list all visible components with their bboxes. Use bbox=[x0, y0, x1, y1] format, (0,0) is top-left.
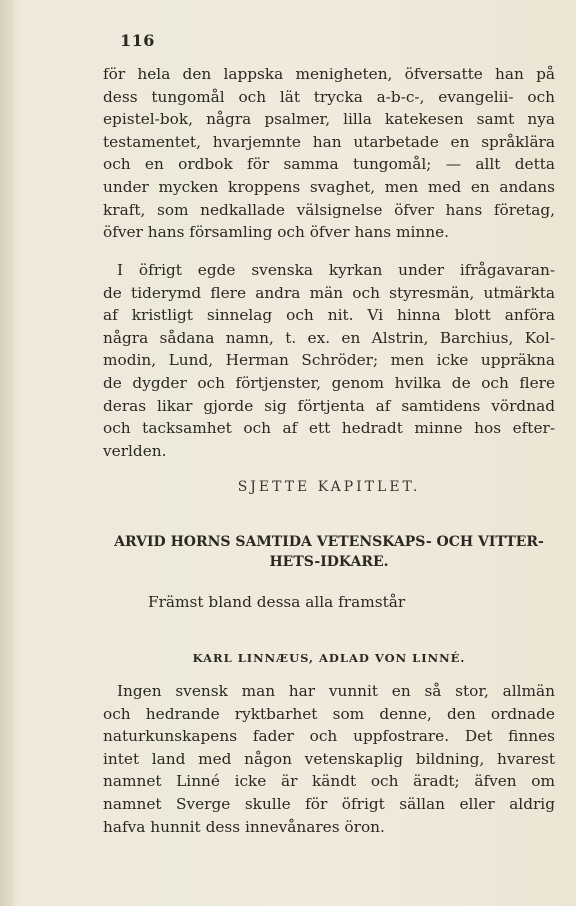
text-line: modin, Lund, Herman Schröder; men icke uppräkna bbox=[103, 351, 555, 370]
paragraph-2 bbox=[103, 259, 555, 462]
text-line: kraft, som nedkallade välsignelse öfver hans företag, bbox=[103, 200, 555, 219]
chapter-heading: SJETTE KAPITLET. bbox=[237, 479, 421, 495]
text-line: verlden. bbox=[103, 441, 167, 460]
text-line: af kristligt sinnelag och nit. Vi hinna blott anföra bbox=[103, 306, 555, 325]
text-line: och hedrande ryktbarhet som denne, den ordnade bbox=[103, 704, 555, 723]
text-line: testamentet, hvarjemnte han utarbetade en språklära bbox=[103, 132, 555, 151]
section-title bbox=[103, 532, 555, 572]
text-line: intet land med någon vetenskaplig bildning, hvarest bbox=[103, 749, 555, 768]
text-line: namnet Linné icke är kändt och äradt; äfven om bbox=[103, 772, 555, 791]
text-line: de tiderymd flere andra män och styresmän, utmärkta bbox=[103, 283, 555, 302]
text-line: dess tungomål och lät trycka a-b-c-, evangelii- och bbox=[103, 87, 555, 106]
section-title-line: ARVID HORNS SAMTIDA VETENSKAPS- OCH VITTER- bbox=[114, 534, 544, 550]
text-line: och tacksamhet och af ett hedradt minne hos efter- bbox=[103, 419, 555, 438]
text-line: deras likar gjorde sig förtjenta af samtidens vördnad bbox=[103, 396, 555, 415]
intro-line: Främst bland dessa alla framstår bbox=[148, 593, 406, 611]
text-line: under mycken kroppens svaghet, men med en andans bbox=[103, 177, 555, 196]
text-line: öfver hans församling och öfver hans minne. bbox=[103, 223, 450, 242]
paragraph-1 bbox=[103, 63, 555, 244]
paragraph-3 bbox=[103, 680, 555, 838]
subheading: KARL LINNÆUS, ADLAD VON LINNÉ. bbox=[192, 651, 466, 665]
text-line: naturkunskapens fader och uppfostrare. Det finnes bbox=[103, 727, 555, 746]
text-line: namnet Sverge skulle för öfrigt sällan eller aldrig bbox=[103, 794, 555, 813]
text-line: de dygder och förtjenster, genom hvilka de och flere bbox=[103, 373, 555, 392]
page-gutter bbox=[0, 0, 14, 906]
text-line: och en ordbok för samma tungomål; — allt detta bbox=[103, 155, 555, 174]
text-line: för hela den lappska menigheten, öfversatte han på bbox=[103, 65, 555, 83]
section-title-line: HETS-IDKARE. bbox=[269, 554, 389, 570]
text-line: epistel-bok, några psalmer, lilla katekesen samt nya bbox=[103, 110, 555, 129]
text-line: I öfrigt egde svenska kyrkan under ifrågavaran- bbox=[117, 261, 555, 279]
text-line: några sådana namn, t. ex. en Alstrin, Barchius, Kol- bbox=[103, 328, 555, 347]
page-number: 116 bbox=[120, 31, 155, 50]
text-line: hafva hunnit dess innevånares öron. bbox=[103, 817, 385, 836]
text-line: Ingen svensk man har vunnit en så stor, allmän bbox=[117, 682, 555, 700]
